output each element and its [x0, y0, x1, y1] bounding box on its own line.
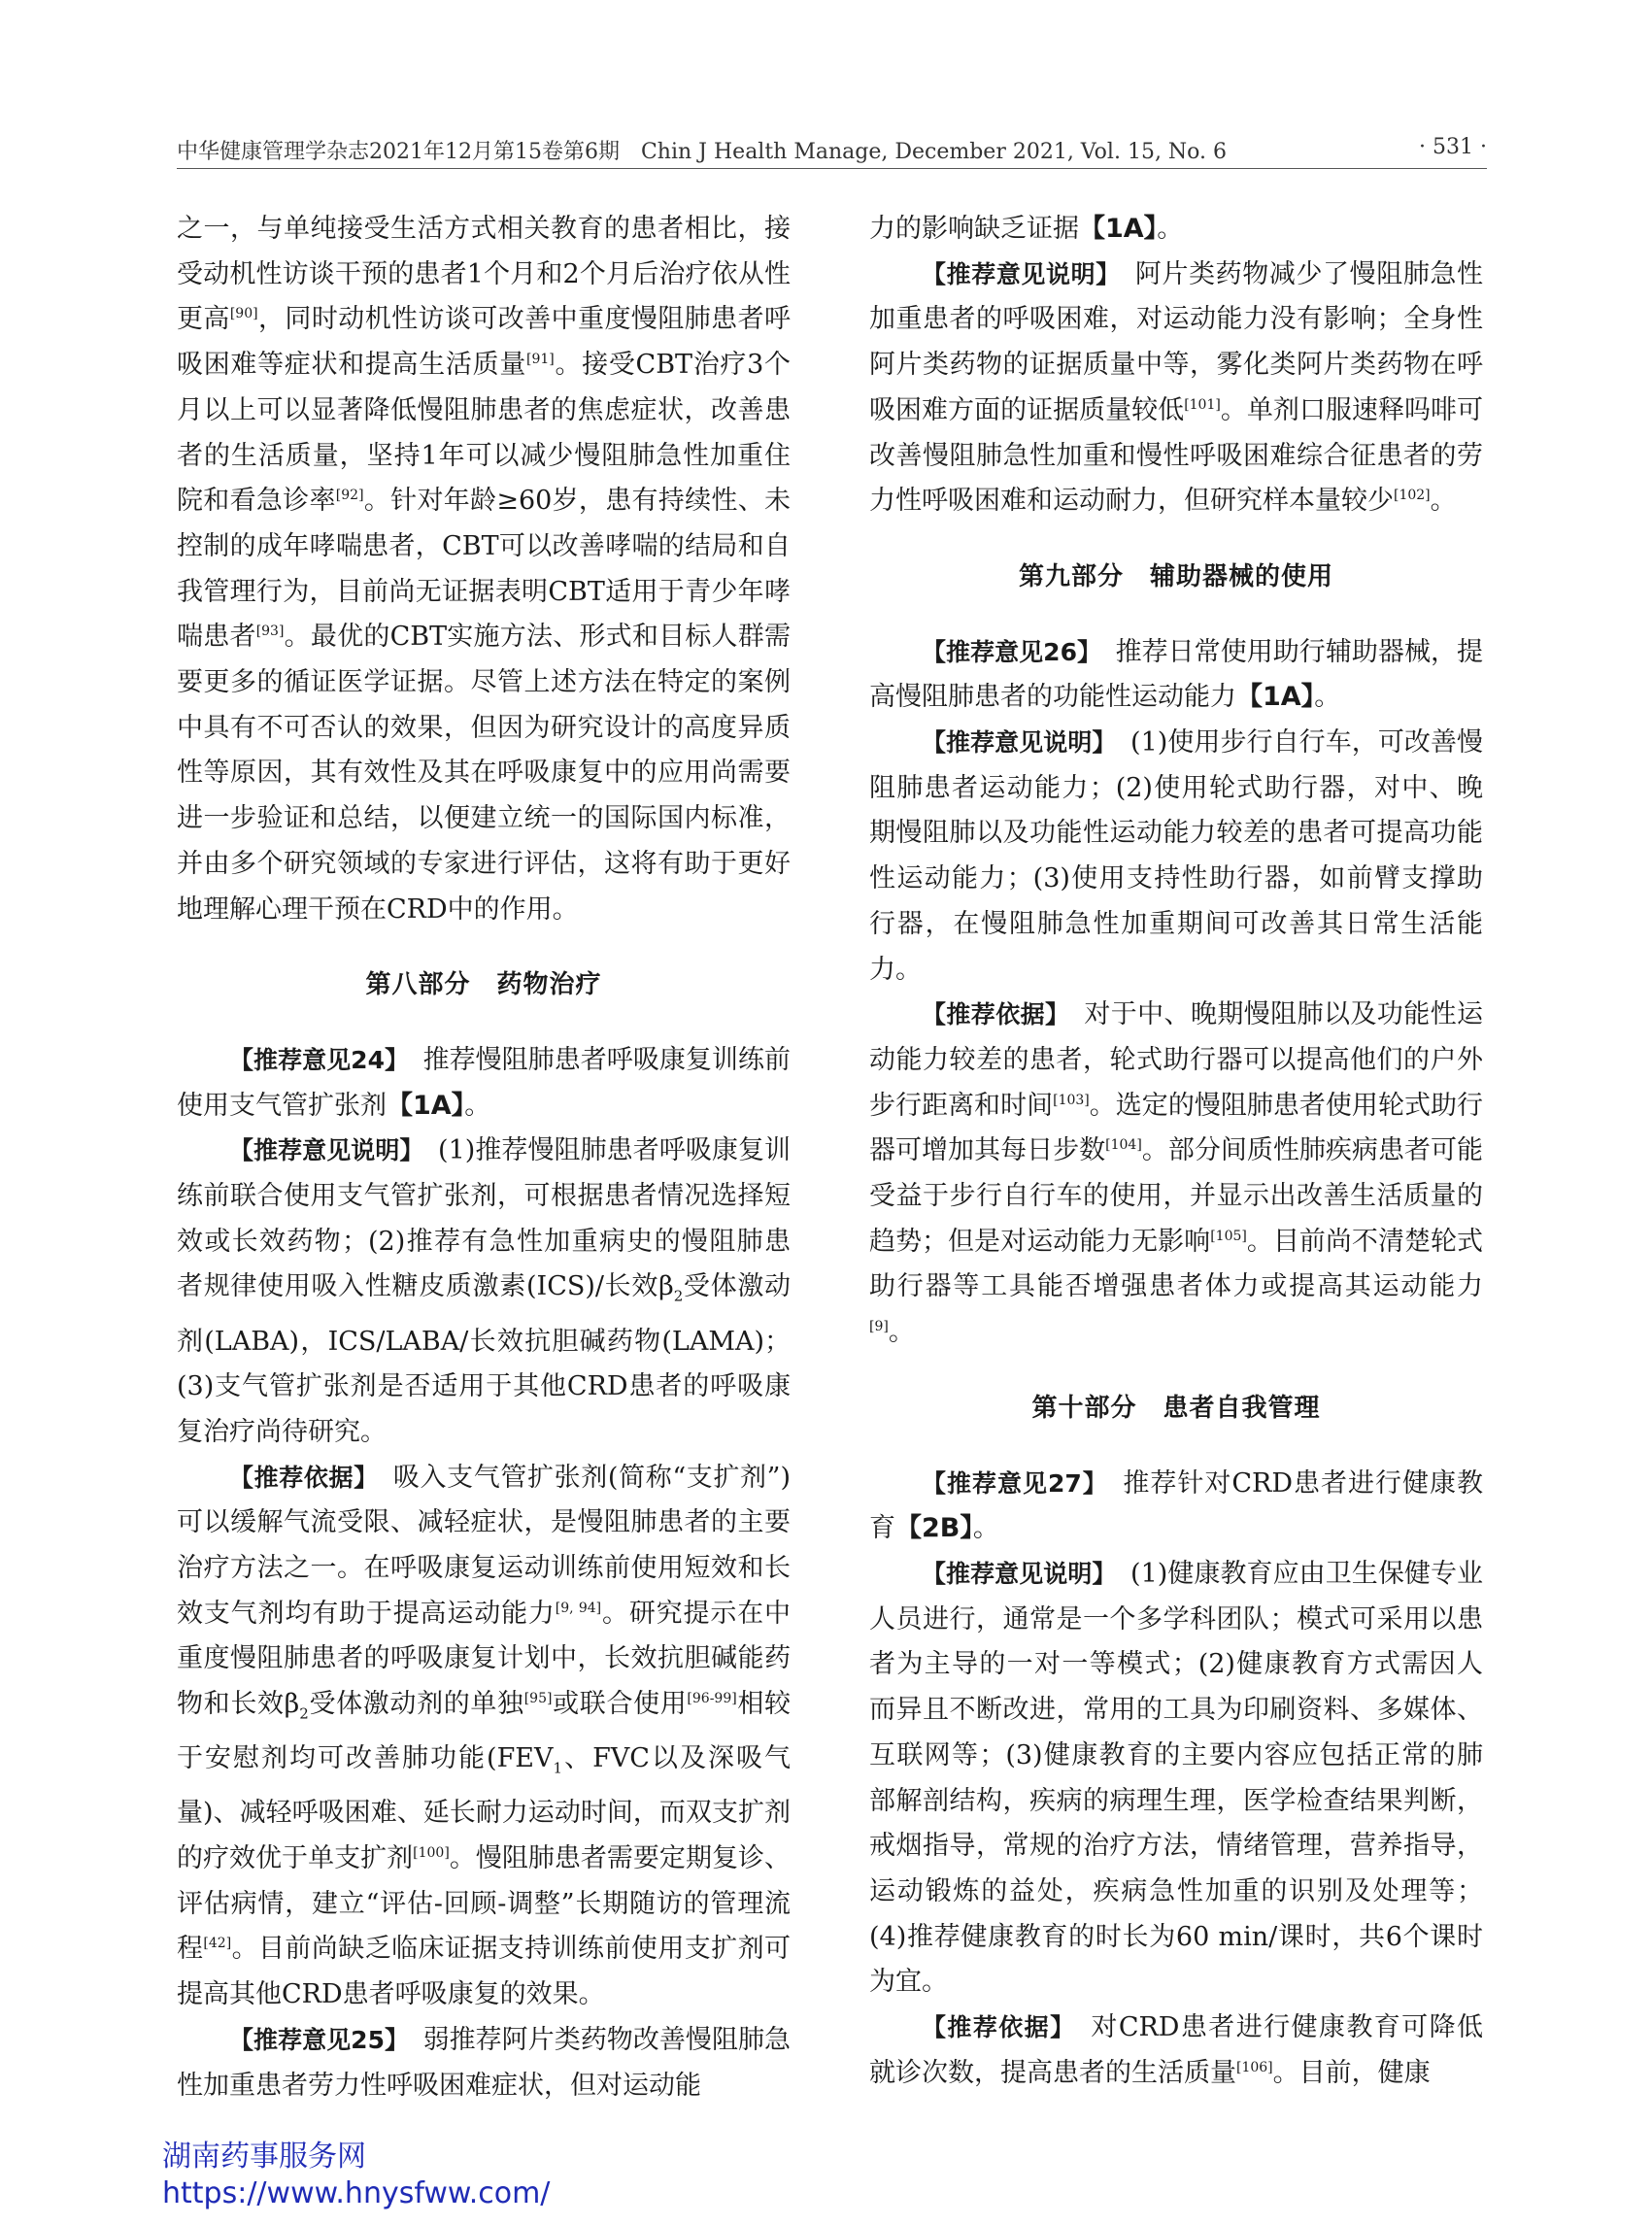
evidence-grade: 【1A】 [387, 1090, 465, 1121]
citation: [96-99] [687, 1691, 737, 1707]
citation: [104] [1105, 1137, 1142, 1154]
recommendation-24-explanation: 【推荐意见说明】 (1)推荐慢阻肺患者呼吸康复训练前联合使用支气管扩张剂，可根据患者情况选择短效或长效药物；(2)推荐有急性加重病史的慢阻肺患者规律使用吸入性糖皮质激素(ICS)/长效$\beta_2$受体激动剂(LABA)，ICS/LABA/长效抗胆碱药物(LAMA)；(3)支气管扩张剂是否适用于其他CRD患者的呼吸康复治疗尚待研究。 [177, 1135, 792, 1447]
recommendation-24-basis: 【推荐依据】 吸入支气管扩张剂(简称“支扩剂”)可以缓解气流受限、减轻症状，是慢阻肺患者的主要治疗方法之一。在呼吸康复运动训练前使用短效和长效支气剂均有助于提高运动能力[9, 94]。研究提示在中重度慢阻肺患者的呼吸康复计划中，长效抗胆碱能药物和长效$\beta_2$受体激动剂的单独[95]或联合使用[96-99]相较于安慰剂均可改善肺功能($FEV_1$、FVC以及深吸气量)、减轻呼吸困难、延长耐力运动时间，而双支扩剂的疗效优于单支扩剂[100]。慢阻肺患者需要定期复诊、评估病情，建立“评估-回顾-调整”长期随访的管理流程[42]。目前尚缺乏临床证据支持训练前使用支扩剂可提高其他CRD患者呼吸康复的效果。 [177, 1462, 792, 2010]
recommendation-25: 【推荐意见25】 弱推荐阿片类药物改善慢阻肺急性加重患者劳力性呼吸困难症状，但对运动能 [177, 2024, 792, 2101]
running-header [177, 131, 1487, 169]
citation: [103] [1053, 1092, 1090, 1108]
recommendation-26: 【推荐意见26】 推荐日常使用助行辅助器械，提高慢阻肺患者的功能性运动能力【1A】。 [869, 636, 1484, 713]
recommendation-26-explanation: 【推荐意见说明】 (1)使用步行自行车，可改善慢阻肺患者运动能力；(2)使用轮式助行器，对中、晚期慢阻肺以及功能性运动能力较差的患者可提高功能性运动能力；(3)使用支持性助行器，如前臂支撑助行器，在慢阻肺急性加重期间可改善其日常生活能力。 [869, 727, 1483, 985]
citation: [9, 94] [555, 1600, 602, 1616]
evidence-grade: 【2B】 [895, 1513, 973, 1544]
citation: [100] [413, 1845, 450, 1862]
right-column [869, 207, 1483, 2096]
citation: [9] [869, 1319, 889, 1335]
paragraph-psych-intervention: 之一，与单纯接受生活方式相关教育的患者相比，接受动机性访谈干预的患者1个月和2个月后治疗依从性更高[90]，同时动机性访谈可改善中重度慢阻肺患者呼吸困难等症状和提高生活质量[91]。接受CBT治疗3个月以上可以显著降低慢阻肺患者的焦虑症状，改善患者的生活质量，坚持1年可以减少慢阻肺急性加重住院和看急诊率[92]。针对年龄≥60岁，患有持续性、未控制的成年哮喘患者，CBT可以改善哮喘的结局和自我管理行为，目前尚无证据表明CBT适用于青少年哮喘患者[93]。最优的CBT实施方法、形式和目标人群需要更多的循证医学证据。尽管上述方法在特定的案例中具有不可否认的效果，但因为研究设计的高度异质性等原因，其有效性及其在呼吸康复中的应用尚需要进一步验证和总结，以便建立统一的国际国内标准，并由多个研究领域的专家进行评估，这将有助于更好地理解心理干预在CRD中的作用。 [177, 214, 792, 925]
citation: [92] [335, 488, 364, 504]
citation: [95] [523, 1691, 553, 1707]
page-number: · 531 · [1419, 135, 1487, 159]
citation: [102] [1394, 488, 1431, 504]
section-heading-8: 第八部分 药物治疗 [365, 970, 602, 1000]
watermark-url[interactable]: https://www.hnysfww.com/ [162, 2176, 551, 2210]
recommendation-26-basis: 【推荐依据】 对于中、晚期慢阻肺以及功能性运动能力较差的患者，轮式助行器可以提高他们的户外步行距离和时间[103]。选定的慢阻肺患者使用轮式助行器可增加其每日步数[104]。部分间质性肺疾病患者可能受益于步行自行车的使用，并显示出改善生活质量的趋势；但是对运动能力无影响[105]。目前尚不清楚轮式助行器等工具能否增强患者体力或提高其运动能力[9]。 [869, 999, 1483, 1348]
evidence-grade: 【1A】 [1236, 682, 1315, 713]
watermark [162, 2139, 550, 2212]
citation: [42] [203, 1936, 232, 1952]
citation: [93] [255, 624, 285, 640]
watermark-site-name: 湖南药事服务网 [162, 2140, 366, 2174]
section-heading-9: 第九部分 辅助器械的使用 [1018, 561, 1333, 591]
recommendation-25-continued: 力的影响缺乏证据【1A】。 [869, 214, 1184, 244]
citation: [101] [1184, 396, 1221, 413]
citation: [105] [1210, 1228, 1247, 1244]
section-heading-10: 第十部分 患者自我管理 [1031, 1393, 1321, 1423]
recommendation-27-basis: 【推荐依据】 对CRD患者进行健康教育可降低就诊次数，提高患者的生活质量[106]。目前，健康 [869, 2012, 1483, 2088]
recommendation-27: 【推荐意见27】 推荐针对CRD患者进行健康教育【2B】。 [869, 1467, 1484, 1544]
journal-citation: 中华健康管理学杂志2021年12月第15卷第6期 Chin J Health Manage, December 2021, Vol. 15, No. 6 [177, 140, 1228, 164]
recommendation-27-explanation: 【推荐意见说明】 (1)健康教育应由卫生保健专业人员进行，通常是一个多学科团队；模式可采用以患者为主导的一对一等模式；(2)健康教育方式需因人而异且不断改进，常用的工具为印刷资料、多媒体、互联网等；(3)健康教育的主要内容应包括正常的肺部解剖结构，疾病的病理生理，医学检查结果判断，戒烟指导，常规的治疗方法，情绪管理，营养指导，运动锻炼的益处，疾病急性加重的识别及处理等；(4)推荐健康教育的时长为60 min/课时，共6个课时为宜。 [869, 1558, 1483, 1998]
citation: [90] [229, 306, 258, 322]
left-column [177, 207, 791, 2108]
citation: [106] [1236, 2059, 1273, 2075]
recommendation-24: 【推荐意见24】 推荐慢阻肺患者呼吸康复训练前使用支气管扩张剂【1A】。 [177, 1044, 792, 1121]
recommendation-25-explanation: 【推荐意见说明】 阿片类药物减少了慢阻肺急性加重患者的呼吸困难，对运动能力没有影响；全身性阿片类药物的证据质量中等，雾化类阿片类药物在呼吸困难方面的证据质量较低[101]。单剂口服速释吗啡可改善慢阻肺急性加重和慢性呼吸困难综合征患者的劳力性呼吸困难和运动耐力，但研究样本量较少[102]。 [869, 258, 1484, 517]
citation: [91] [526, 352, 555, 368]
evidence-grade: 【1A】 [1079, 214, 1158, 244]
